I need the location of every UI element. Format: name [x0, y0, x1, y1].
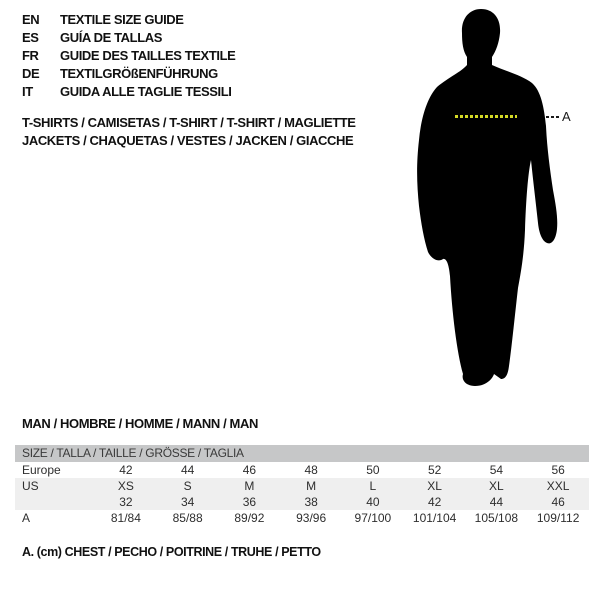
size-cell: M [306, 479, 317, 493]
language-row-en [22, 11, 235, 29]
size-cell: XS [117, 479, 134, 493]
row-label: US [22, 479, 39, 493]
language-code: IT [22, 84, 33, 99]
size-cell: 89/92 [234, 511, 265, 525]
size-cell: 38 [304, 495, 318, 509]
language-list [22, 11, 235, 101]
man-silhouette-figure [405, 8, 575, 390]
size-cell: 93/96 [296, 511, 327, 525]
language-title: TEXTILE SIZE GUIDE [60, 12, 184, 27]
size-table-header: SIZE / TALLA / TAILLE / GRÖSSE / TAGLIA [15, 445, 589, 462]
garment-categories [22, 114, 356, 150]
language-title: TEXTILGRÖßENFÜHRUNG [60, 66, 218, 81]
size-cell: XL [427, 479, 442, 493]
size-cell: 44 [180, 463, 195, 477]
language-title: GUIDE DES TAILLES TEXTILE [60, 48, 236, 63]
size-cell: 36 [242, 495, 257, 509]
size-cell: 42 [427, 495, 442, 509]
size-table [15, 445, 589, 526]
category-jackets: JACKETS / CHAQUETAS / VESTES / JACKEN / GIACCHE [22, 133, 354, 148]
chest-measure-leader-dashes [546, 116, 560, 118]
language-code: EN [22, 12, 40, 27]
language-row-de [22, 65, 235, 83]
language-row-es [22, 29, 235, 47]
language-row-it [22, 83, 235, 101]
man-section-heading: MAN / HOMBRE / HOMME / MANN / MAN [22, 416, 258, 431]
row-label: Europe [22, 463, 61, 477]
measurement-footnote: A. (cm) CHEST / PECHO / POITRINE / TRUHE / PETTO [22, 545, 321, 559]
size-cell: M [244, 479, 255, 493]
row-label: A [22, 511, 31, 525]
language-code: ES [22, 30, 39, 45]
table-row-numeric [15, 494, 589, 510]
size-cell: 56 [551, 463, 565, 477]
size-cell: 44 [489, 495, 504, 509]
size-cell: 48 [304, 463, 318, 477]
language-row-fr [22, 47, 235, 65]
row-label [15, 494, 95, 510]
size-cell: 97/100 [354, 511, 392, 525]
size-cell: 54 [489, 463, 504, 477]
size-cell: 40 [366, 495, 380, 509]
size-cell: 109/112 [536, 511, 580, 525]
size-cell: 32 [119, 495, 133, 509]
size-cell: 105/108 [474, 511, 519, 525]
table-row-us [15, 478, 589, 494]
chest-measure-dashes [455, 115, 517, 118]
language-title: GUIDA ALLE TAGLIE TESSILI [60, 84, 232, 99]
size-cell: 46 [242, 463, 257, 477]
man-silhouette-icon [405, 8, 575, 390]
language-title: GUÍA DE TALLAS [60, 30, 163, 45]
language-code: FR [22, 48, 39, 63]
size-cell: 52 [427, 463, 442, 477]
language-code: DE [22, 66, 40, 81]
size-cell: XXL [546, 479, 570, 493]
table-row-chest [15, 510, 589, 526]
table-row-europe [15, 462, 589, 478]
size-cell: 42 [119, 463, 133, 477]
chest-measure-label: A [562, 109, 571, 124]
category-tshirts: T-SHIRTS / CAMISETAS / T-SHIRT / T-SHIRT / MAGLIETTE [22, 115, 356, 130]
size-cell: 81/84 [110, 511, 141, 525]
size-cell: L [369, 479, 377, 493]
size-cell: 101/104 [412, 511, 457, 525]
size-cell: 46 [551, 495, 565, 509]
size-cell: 85/88 [172, 511, 203, 525]
size-cell: XL [489, 479, 504, 493]
size-cell: 50 [366, 463, 380, 477]
size-cell: 34 [180, 495, 195, 509]
size-cell: S [183, 479, 192, 493]
